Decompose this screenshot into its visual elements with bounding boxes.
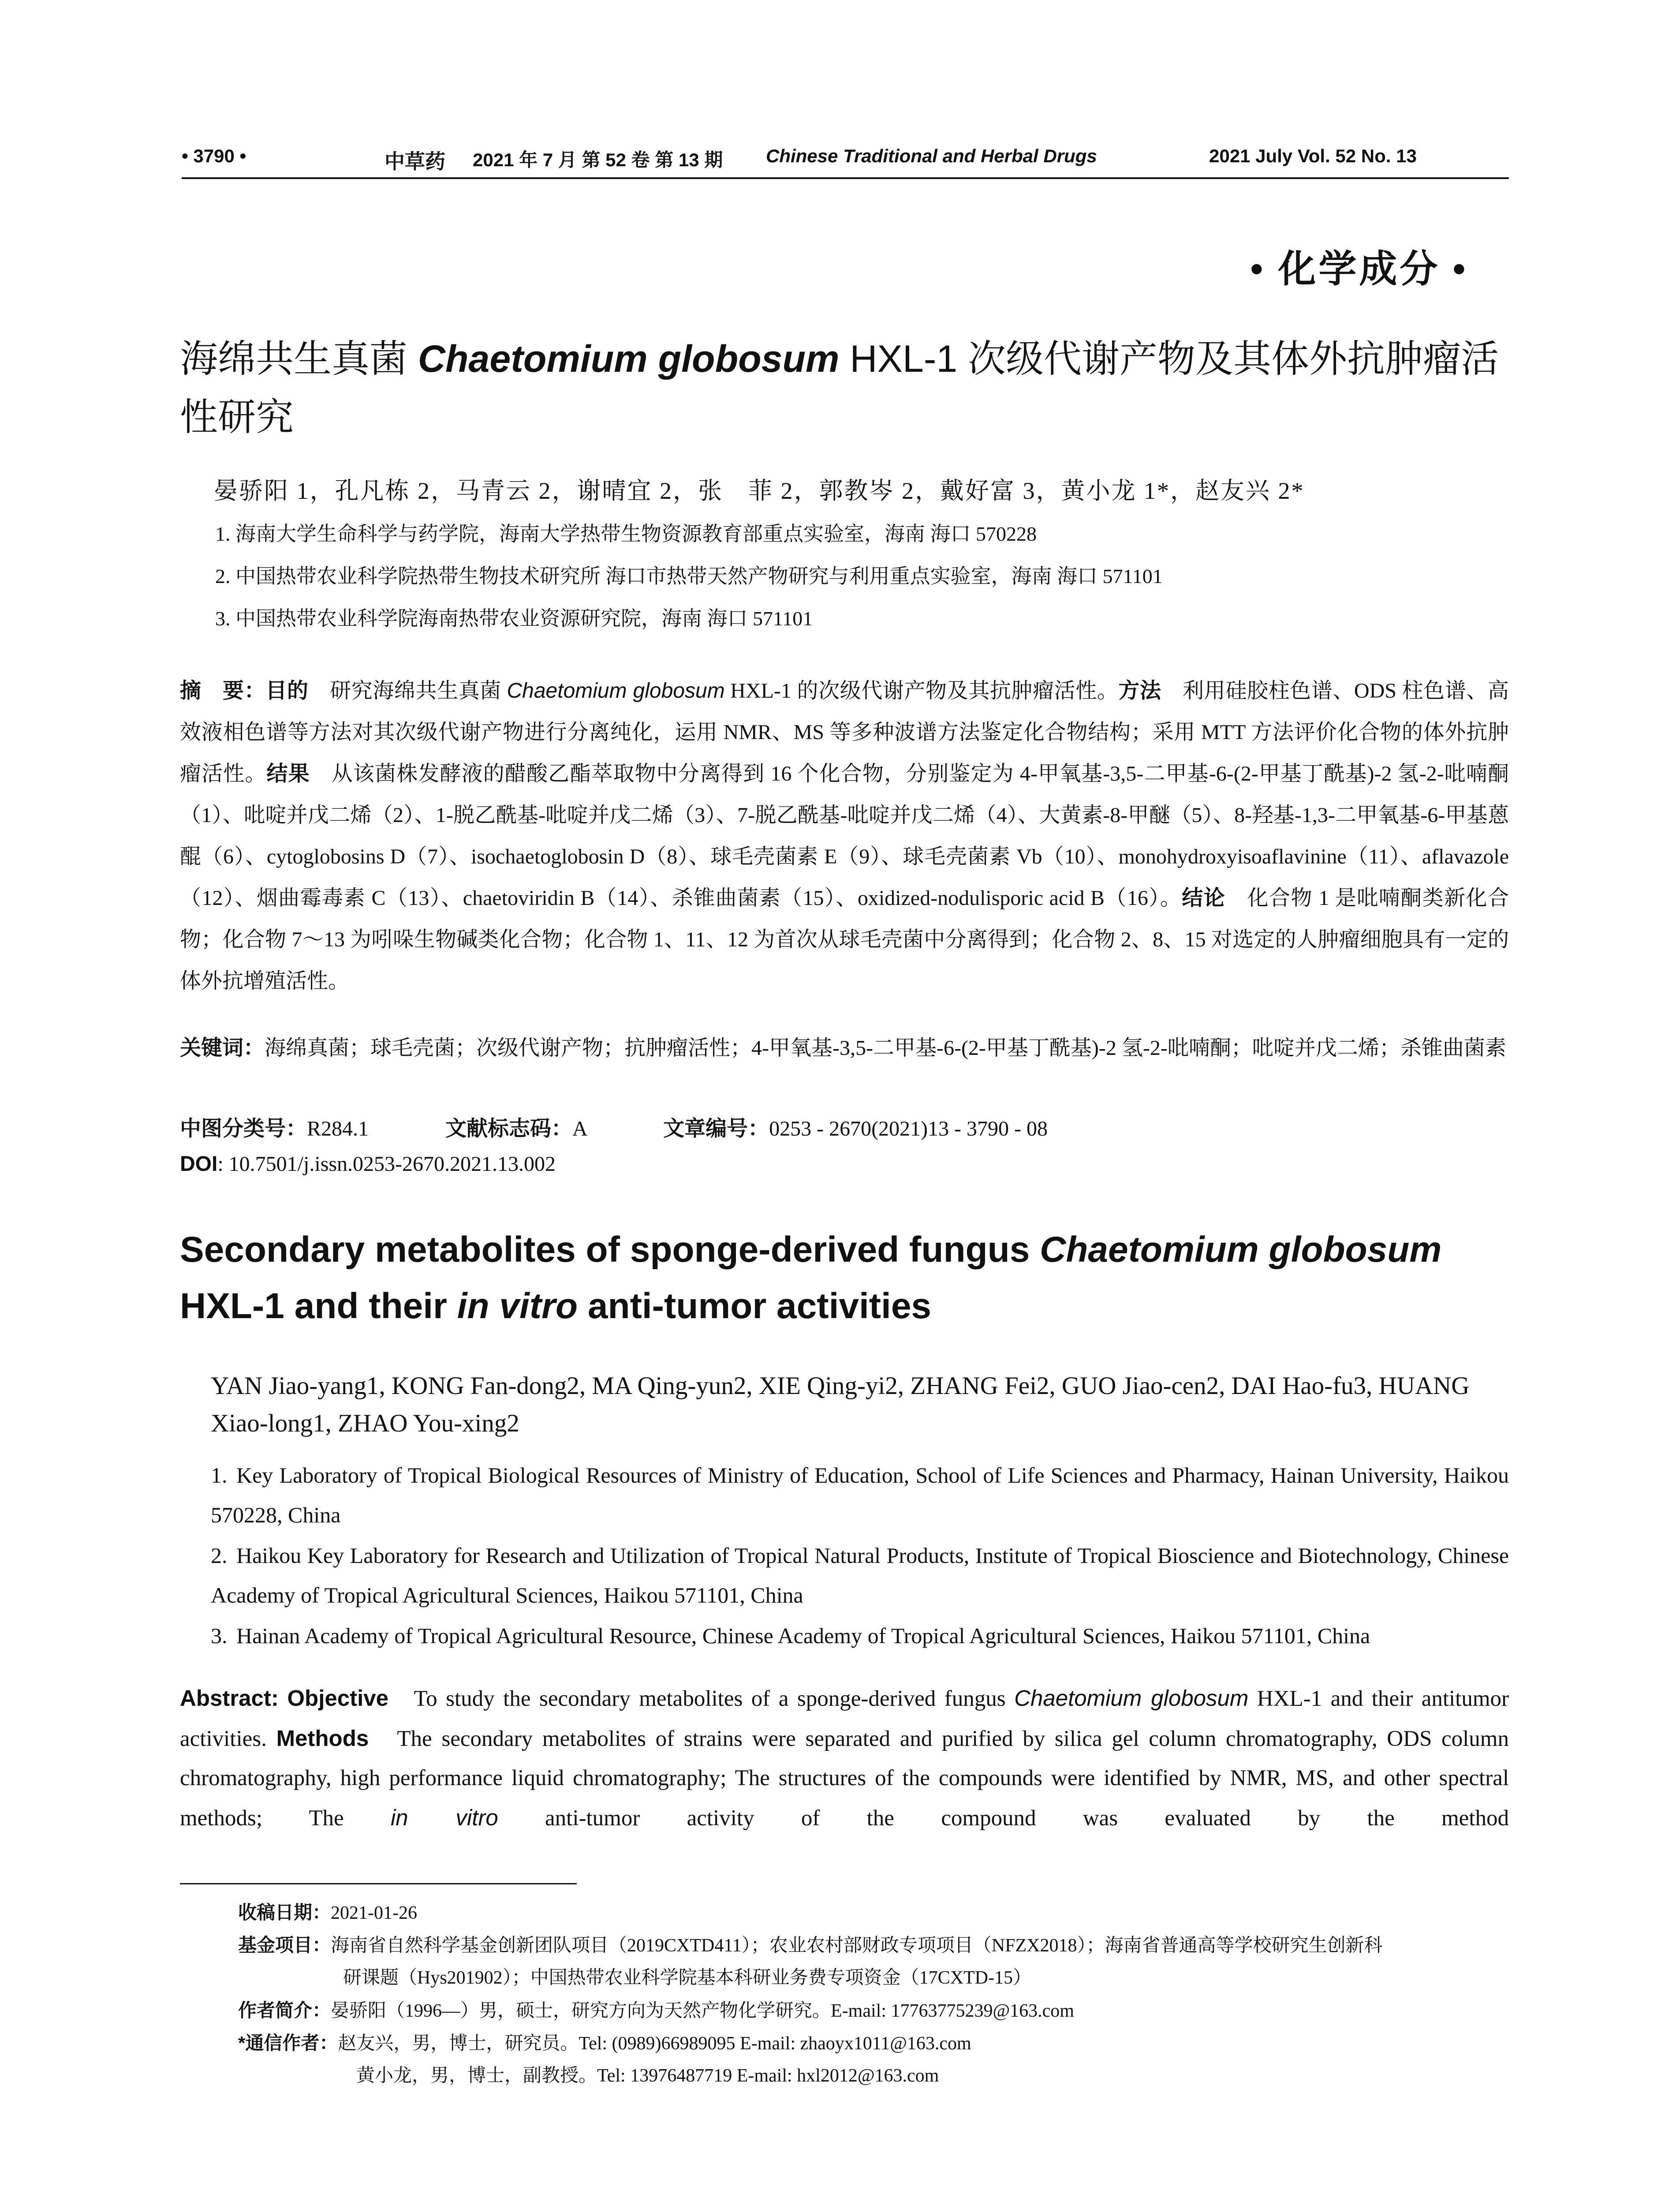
page-number: • 3790 • xyxy=(182,146,246,166)
en-affiliation-1-num: 1. xyxy=(211,1463,228,1487)
en-objective-pre: To study the secondary metabolites of a sponge-derived fungus xyxy=(414,1686,1015,1711)
en-affiliation-1-text: Key Laboratory of Tropical Biological Resources of Ministry of Education, School of Life Sciences and Pharmacy, Hainan University, Haikou 570228, China xyxy=(211,1463,1509,1527)
keywords-text: 海绵真菌；球毛壳菌；次级代谢产物；抗肿瘤活性；4-甲氧基-3,5-二甲基-6-(2-甲基丁酰基)-2 氢-2-吡喃酮；吡啶并戊二烯；杀锥曲菌素 xyxy=(265,1036,1506,1060)
cn-objective-label: 目的 xyxy=(265,679,309,703)
en-abstract-label: Abstract: xyxy=(180,1686,279,1711)
en-title-species: Chaetomium globosum xyxy=(1040,1230,1442,1270)
received-date: 2021-01-26 xyxy=(331,1903,417,1923)
article-number-value: 0253 - 2670(2021)13 - 3790 - 08 xyxy=(769,1117,1048,1140)
cn-title-part1: 海绵共生真菌 xyxy=(180,338,407,380)
en-title-part1: Secondary metabolites of sponge-derived fungus xyxy=(180,1230,1040,1270)
cn-objective-species: Chaetomium globosum xyxy=(507,679,725,703)
cn-results-label: 结果 xyxy=(266,762,310,785)
issue-en: 2021 July Vol. 52 No. 13 xyxy=(1209,146,1417,166)
footnote-received xyxy=(238,1896,417,1929)
corresponding-label: *通信作者： xyxy=(238,2033,338,2053)
keywords-label: 关键词： xyxy=(180,1036,265,1060)
doc-code-label: 文献标志码： xyxy=(445,1117,573,1140)
journal-name-cn: 中草药 xyxy=(385,149,445,173)
doi-line xyxy=(180,1152,556,1176)
header-rule xyxy=(182,177,1509,179)
en-abstract xyxy=(180,1678,1509,1838)
fund-line-1: 海南省自然科学基金创新团队项目（2019CXTD411）；农业农村部财政专项项目（NFZX2018）；海南省普通高等学校研究生创新科 xyxy=(331,1936,1383,1956)
en-title-part2: HXL-1 and their xyxy=(180,1286,457,1326)
doi-value: : 10.7501/j.issn.0253-2670.2021.13.002 xyxy=(217,1152,556,1176)
cn-objective-pre: 研究海绵共生真菌 xyxy=(330,679,507,703)
issue-cn: 2021 年 7 月 第 52 卷 第 13 期 xyxy=(473,149,723,170)
article-number-label: 文章编号： xyxy=(663,1117,769,1140)
en-title-in-vitro: in vitro xyxy=(457,1286,578,1326)
cn-title-species: Chaetomium globosum xyxy=(418,338,840,380)
en-objective-label: Objective xyxy=(287,1686,388,1711)
cn-title xyxy=(180,330,1512,446)
author-bio: 晏骄阳（1996—）男，硕士，研究方向为天然产物化学研究。E-mail: 17763775239@163.com xyxy=(331,2001,1074,2021)
cn-conclusion-text: 化合物 1 是吡喃酮类新化合物；化合物 7～13 为吲哚生物碱类化合物；化合物 1、11、12 为首次从球毛壳菌中分离得到；化合物 2、8、15 对选定的人肿瘤细胞具有一定的体外抗增殖活性。 xyxy=(180,886,1509,993)
cn-abstract-label: 摘 要： xyxy=(180,679,266,703)
cn-authors: 晏骄阳 1，孔凡栋 2，马青云 2，谢晴宜 2，张 菲 2，郭教岑 2，戴好富 3，黄小龙 1*，赵友兴 2* xyxy=(214,478,1305,504)
en-affiliation-3-num: 3. xyxy=(211,1623,228,1648)
cn-affiliation-1: 1. 海南大学生命科学与药学院，海南大学热带生物资源教育部重点实验室，海南 海口 570228 xyxy=(215,523,1037,545)
cn-affiliation-2: 2. 中国热带农业科学院热带生物技术研究所 海口市热带天然产物研究与利用重点实验室，海南 海口 571101 xyxy=(215,565,1163,587)
received-label: 收稿日期： xyxy=(238,1902,331,1923)
cn-objective-post: HXL-1 的次级代谢产物及其抗肿瘤活性。 xyxy=(724,679,1119,703)
en-affiliation-2-text: Haikou Key Laboratory for Research and Utilization of Tropical Natural Products, Institute of Tropical Bioscience and Biotechnology, Chinese Academy of Tropical Agricultural Sciences, Haikou 571101, China xyxy=(211,1543,1509,1607)
en-objective-species: Chaetomium globosum xyxy=(1014,1686,1249,1711)
fund-line-2: 研课题（Hys201902）；中国热带农业科学院基本科研业务费专项资金（17CXTD-15） xyxy=(343,1968,1031,1988)
section-tag: • 化学成分 • xyxy=(1250,248,1468,290)
running-header xyxy=(182,146,1509,176)
footnote-rule xyxy=(180,1883,577,1884)
en-methods-post: anti-tumor activity of the compound was evaluated by the method xyxy=(498,1806,1509,1831)
cn-abstract xyxy=(180,670,1509,1002)
cn-methods-label: 方法 xyxy=(1118,679,1161,703)
cn-conclusion-label: 结论 xyxy=(1182,886,1226,910)
journal-name-en: Chinese Traditional and Herbal Drugs xyxy=(766,146,1097,166)
en-authors: YAN Jiao-yang1, KONG Fan-dong2, MA Qing-yun2, XIE Qing-yi2, ZHANG Fei2, GUO Jiao-cen2, DAI Hao-fu3, HUANG Xiao-long1, ZHAO You-xing2 xyxy=(211,1372,1470,1437)
corresponding-line-2: 黄小龙，男，博士，副教授。Tel: 13976487719 E-mail: hxl2012@163.com xyxy=(356,2066,939,2086)
fund-label: 基金项目： xyxy=(238,1935,331,1955)
clc-value: R284.1 xyxy=(307,1117,369,1140)
en-objective-post: HXL-1 and their antitumor activities. xyxy=(180,1686,1509,1751)
cn-results-text: 从该菌株发酵液的醋酸乙酯萃取物中分离得到 16 个化合物，分别鉴定为 4-甲氧基-3,5-二甲基-6-(2-甲基丁酰基)-2 氢-2-吡喃酮（1）、吡啶并戊二烯（2）、1-脱乙酰基-吡啶并戊二烯（3）、7-脱乙酰基-吡啶并戊二烯（4）、大黄素-8-甲醚（5）、8-羟基-1,3-二甲氧基-6-甲基蒽醌（6）、cytoglobosins D（7）、isochaetoglobosin D（8）、球毛壳菌素 E（9）、球毛壳菌素 Vb（10）、monohydroxyisoaflavinine（11）、aflavazole（12）、烟曲霉毒素 C（13）、chaetoviridin B（14）、杀锥曲菌素（15）、oxidized-nodulisporic acid B（16）。 xyxy=(180,762,1509,910)
cn-title-part2: HXL-1 次级代谢产物及其体外抗肿瘤活性研究 xyxy=(180,338,1499,438)
doi-label: DOI xyxy=(180,1152,218,1176)
author-bio-label: 作者简介： xyxy=(238,2000,331,2021)
en-methods-pre: The secondary metabolites of strains were separated and purified by silica gel column chromatography, ODS column chromatography, high performance liquid chromatography; The structures of the compounds were identified by NMR, MS, and other spectral methods; The xyxy=(180,1727,1509,1831)
en-affiliation-2 xyxy=(211,1536,1509,1615)
en-methods-label: Methods xyxy=(276,1726,369,1751)
classification-line xyxy=(180,1111,1048,1142)
footnote-fund xyxy=(238,1929,1382,1962)
en-affiliation-1 xyxy=(211,1455,1509,1535)
en-affiliation-3 xyxy=(211,1616,1509,1656)
cn-methods-text: 利用硅胶柱色谱、ODS 柱色谱、高效液相色谱等方法对其次级代谢产物进行分离纯化，运用 NMR、MS 等多种波谱方法鉴定化合物结构；采用 MTT 方法评价化合物的体外抗肿瘤活性。 xyxy=(180,679,1509,785)
footnote-author xyxy=(238,1994,1074,2027)
keywords xyxy=(180,1028,1509,1069)
doc-code-value: A xyxy=(572,1117,587,1140)
en-title xyxy=(180,1222,1512,1334)
en-affiliation-3-text: Hainan Academy of Tropical Agricultural Resource, Chinese Academy of Tropical Agricultural Sciences, Haikou 571101, China xyxy=(236,1623,1370,1648)
en-affiliation-2-num: 2. xyxy=(211,1543,228,1568)
en-title-part3: anti-tumor activities xyxy=(578,1286,932,1326)
footnote-corresponding xyxy=(238,2027,971,2060)
clc-label: 中图分类号： xyxy=(180,1117,307,1140)
en-methods-in-vitro: in vitro xyxy=(390,1805,498,1830)
cn-affiliation-3: 3. 中国热带农业科学院海南热带农业资源研究院，海南 海口 571101 xyxy=(215,607,813,630)
corresponding-line-1: 赵友兴，男，博士，研究员。Tel: (0989)66989095 E-mail: zhaoyx1011@163.com xyxy=(338,2033,971,2054)
